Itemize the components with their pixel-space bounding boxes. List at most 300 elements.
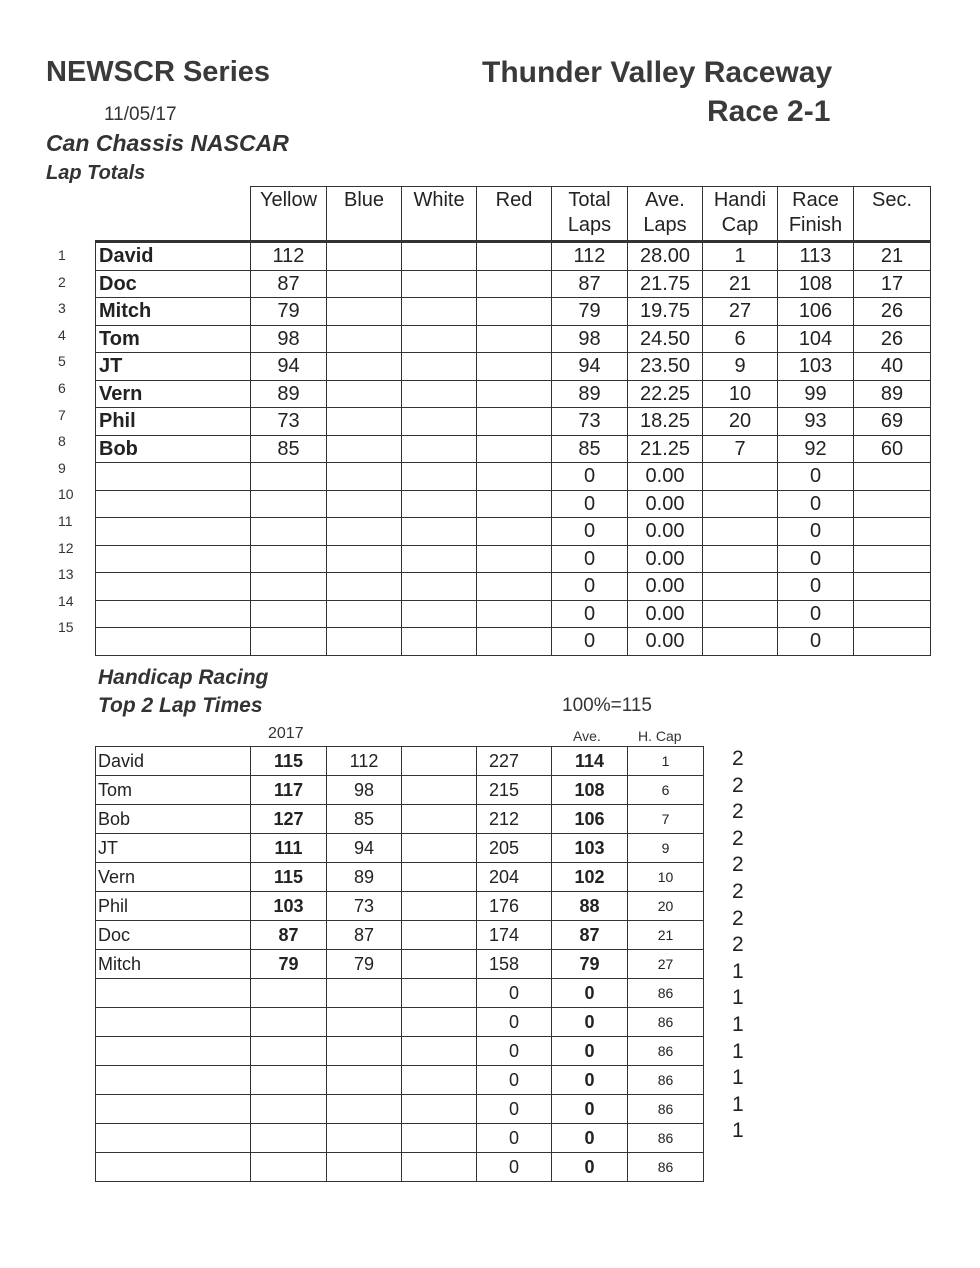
percent-label: 100%=115 <box>562 695 652 716</box>
cell-red <box>477 573 552 601</box>
cell-current: 85 <box>327 805 402 834</box>
cell-red <box>477 242 552 271</box>
lap-count: 1 <box>732 1119 744 1143</box>
cell-best <box>251 1095 327 1124</box>
cell-name <box>96 1095 251 1124</box>
lap-count: 2 <box>732 747 744 770</box>
lap-totals-row <box>96 490 931 518</box>
row-number: 9 <box>58 459 66 476</box>
cell-current: 79 <box>327 950 402 979</box>
cell-ave: 19.75 <box>628 298 703 326</box>
handicap-row <box>96 1124 704 1153</box>
column-header-line2: Laps <box>643 214 687 236</box>
venue-title: Thunder Valley Raceway <box>482 56 833 89</box>
cell-best: 115 <box>251 863 327 892</box>
cell-total: 0 <box>552 463 628 491</box>
cell-handicap <box>703 518 778 546</box>
cell-blank <box>402 892 477 921</box>
cell-sec: 60 <box>854 435 931 463</box>
cell-yellow: 79 <box>251 298 327 326</box>
lap-count: 2 <box>732 906 744 930</box>
cell-sec <box>854 490 931 518</box>
cell-hcap: 86 <box>628 1095 704 1124</box>
cell-white <box>402 298 477 326</box>
handicap-row <box>96 1037 704 1066</box>
cell-finish: 0 <box>778 600 854 628</box>
cell-finish: 0 <box>778 490 854 518</box>
lap-count: 2 <box>732 879 744 903</box>
column-header-line2: Cap <box>721 214 759 236</box>
row-number: 15 <box>58 619 74 636</box>
cell-sec <box>854 545 931 573</box>
cell-total: 174 <box>477 921 552 950</box>
cell-total: 0 <box>552 545 628 573</box>
hcap-label: H. Cap <box>638 728 682 744</box>
cell-name <box>96 490 251 518</box>
cell-name: Bob <box>96 805 251 834</box>
cell-current <box>327 1008 402 1037</box>
cell-yellow <box>251 518 327 546</box>
cell-finish: 104 <box>778 325 854 353</box>
cell-ave: 0 <box>552 1066 628 1095</box>
cell-name <box>96 1066 251 1095</box>
lap-count: 1 <box>732 1066 744 1090</box>
handicap-row <box>96 1095 704 1124</box>
cell-hcap: 86 <box>628 1124 704 1153</box>
cell-ave: 0.00 <box>628 490 703 518</box>
header-blank-cell <box>96 187 251 242</box>
cell-total: 87 <box>552 270 628 298</box>
cell-blue <box>327 325 402 353</box>
lap-count: 1 <box>732 1012 744 1036</box>
cell-sec: 89 <box>854 380 931 408</box>
cell-ave: 106 <box>552 805 628 834</box>
cell-current <box>327 979 402 1008</box>
cell-total: 215 <box>477 776 552 805</box>
cell-total: 0 <box>477 1008 552 1037</box>
cell-yellow: 85 <box>251 435 327 463</box>
cell-blue <box>327 628 402 656</box>
cell-sec: 21 <box>854 242 931 271</box>
cell-total: 212 <box>477 805 552 834</box>
lap-totals-row <box>96 463 931 491</box>
row-number: 1 <box>58 247 66 263</box>
cell-total: 227 <box>477 747 552 776</box>
cell-current: 94 <box>327 834 402 863</box>
cell-name <box>96 979 251 1008</box>
cell-best: 111 <box>251 834 327 863</box>
cell-yellow <box>251 628 327 656</box>
cell-yellow <box>251 600 327 628</box>
cell-red <box>477 628 552 656</box>
cell-blue <box>327 380 402 408</box>
column-header-line1: White <box>413 189 465 211</box>
lap-count: 2 <box>732 933 744 957</box>
handicap-row <box>96 834 704 863</box>
handicap-row <box>96 747 704 776</box>
year-label: 2017 <box>268 725 304 742</box>
cell-current: 73 <box>327 892 402 921</box>
cell-hcap: 10 <box>628 863 704 892</box>
row-number-column <box>58 241 82 640</box>
lap-count: 1 <box>732 1092 744 1116</box>
column-header-line1: Sec. <box>871 189 913 211</box>
cell-sec: 40 <box>854 353 931 381</box>
cell-blank <box>402 834 477 863</box>
cell-ave: 0.00 <box>628 463 703 491</box>
cell-total: 0 <box>477 1066 552 1095</box>
cell-finish: 99 <box>778 380 854 408</box>
lap-count: 1 <box>732 959 744 983</box>
cell-ave: 0 <box>552 1095 628 1124</box>
cell-total: 0 <box>477 1095 552 1124</box>
cell-total: 0 <box>477 1037 552 1066</box>
lap-totals-header-row <box>96 187 931 242</box>
cell-yellow: 87 <box>251 270 327 298</box>
cell-sec <box>854 628 931 656</box>
cell-ave: 0 <box>552 1008 628 1037</box>
cell-sec <box>854 573 931 601</box>
cell-handicap <box>703 573 778 601</box>
race-date: 11/05/17 <box>104 104 177 125</box>
cell-white <box>402 242 477 271</box>
cell-red <box>477 380 552 408</box>
cell-current <box>327 1095 402 1124</box>
cell-current <box>327 1124 402 1153</box>
cell-hcap: 27 <box>628 950 704 979</box>
handicap-row <box>96 921 704 950</box>
cell-blue <box>327 435 402 463</box>
cell-white <box>402 325 477 353</box>
cell-best: 103 <box>251 892 327 921</box>
lap-totals-row <box>96 545 931 573</box>
cell-blank <box>402 1153 477 1182</box>
cell-current <box>327 1037 402 1066</box>
series-title: NEWSCR Series <box>46 56 271 88</box>
column-header-line1: Race <box>792 189 839 211</box>
row-number: 2 <box>58 273 66 290</box>
row-number: 11 <box>58 512 73 529</box>
cell-finish: 93 <box>778 408 854 436</box>
cell-ave: 0.00 <box>628 600 703 628</box>
cell-blank <box>402 1124 477 1153</box>
cell-blank <box>402 921 477 950</box>
cell-total: 0 <box>552 600 628 628</box>
row-number: 3 <box>58 300 66 317</box>
lap-count: 2 <box>732 773 744 797</box>
section-title-lap-totals: Lap Totals <box>46 162 146 184</box>
cell-sec: 69 <box>854 408 931 436</box>
cell-yellow <box>251 463 327 491</box>
cell-ave: 102 <box>552 863 628 892</box>
lap-totals-row <box>96 518 931 546</box>
cell-yellow: 98 <box>251 325 327 353</box>
cell-total: 176 <box>477 892 552 921</box>
cell-name: David <box>96 242 251 271</box>
handicap-table <box>95 746 704 1182</box>
lap-count: 1 <box>732 986 744 1010</box>
cell-name: Vern <box>96 380 251 408</box>
cell-white <box>402 545 477 573</box>
cell-red <box>477 600 552 628</box>
cell-white <box>402 380 477 408</box>
cell-blue <box>327 353 402 381</box>
cell-ave: 108 <box>552 776 628 805</box>
cell-red <box>477 518 552 546</box>
cell-handicap: 21 <box>703 270 778 298</box>
lap-totals-row <box>96 380 931 408</box>
lap-totals-row <box>96 628 931 656</box>
count-column <box>732 746 752 1145</box>
cell-handicap: 20 <box>703 408 778 436</box>
cell-total: 85 <box>552 435 628 463</box>
row-number: 8 <box>58 433 66 450</box>
cell-ave: 18.25 <box>628 408 703 436</box>
cell-total: 0 <box>477 1153 552 1182</box>
row-number: 10 <box>58 486 74 503</box>
cell-blue <box>327 408 402 436</box>
cell-name: Tom <box>96 776 251 805</box>
row-number: 7 <box>58 406 66 423</box>
cell-sec: 26 <box>854 325 931 353</box>
column-header-line1: Red <box>495 189 533 211</box>
cell-total: 0 <box>477 1124 552 1153</box>
cell-current <box>327 1066 402 1095</box>
cell-hcap: 86 <box>628 1153 704 1182</box>
cell-name: Mitch <box>96 950 251 979</box>
cell-current <box>327 1153 402 1182</box>
race-number: Race 2-1 <box>707 95 831 128</box>
cell-red <box>477 325 552 353</box>
cell-hcap: 86 <box>628 1066 704 1095</box>
cell-ave: 0 <box>552 1153 628 1182</box>
cell-blank <box>402 979 477 1008</box>
column-header <box>402 187 477 242</box>
cell-total: 0 <box>552 490 628 518</box>
lap-totals-table <box>95 186 931 656</box>
row-number: 13 <box>58 566 74 583</box>
cell-blank <box>402 1037 477 1066</box>
lap-count: 1 <box>732 1039 744 1063</box>
cell-hcap: 6 <box>628 776 704 805</box>
cell-hcap: 9 <box>628 834 704 863</box>
cell-handicap: 9 <box>703 353 778 381</box>
cell-hcap: 21 <box>628 921 704 950</box>
cell-blank <box>402 863 477 892</box>
column-header-line1: Yellow <box>259 189 318 211</box>
cell-white <box>402 518 477 546</box>
cell-hcap: 86 <box>628 979 704 1008</box>
handicap-row <box>96 805 704 834</box>
cell-red <box>477 270 552 298</box>
cell-total: 79 <box>552 298 628 326</box>
column-header <box>778 187 854 242</box>
cell-white <box>402 353 477 381</box>
cell-name: Phil <box>96 408 251 436</box>
cell-ave: 0.00 <box>628 545 703 573</box>
cell-total: 98 <box>552 325 628 353</box>
cell-ave: 0.00 <box>628 628 703 656</box>
class-name: Can Chassis NASCAR <box>46 130 289 156</box>
cell-red <box>477 435 552 463</box>
column-header <box>477 187 552 242</box>
cell-handicap <box>703 490 778 518</box>
lap-count: 2 <box>732 853 744 877</box>
row-number: 4 <box>58 326 66 343</box>
cell-white <box>402 600 477 628</box>
lap-totals-row <box>96 270 931 298</box>
cell-handicap <box>703 600 778 628</box>
cell-sec <box>854 463 931 491</box>
cell-blank <box>402 805 477 834</box>
cell-sec <box>854 518 931 546</box>
cell-name: David <box>96 747 251 776</box>
cell-ave: 0 <box>552 979 628 1008</box>
cell-yellow: 112 <box>251 242 327 271</box>
cell-ave: 0 <box>552 1037 628 1066</box>
cell-current: 98 <box>327 776 402 805</box>
column-header <box>251 187 327 242</box>
cell-best <box>251 1124 327 1153</box>
cell-total: 94 <box>552 353 628 381</box>
cell-yellow <box>251 545 327 573</box>
cell-finish: 0 <box>778 545 854 573</box>
cell-ave: 0 <box>552 1124 628 1153</box>
cell-name <box>96 1153 251 1182</box>
column-header-line1: Handi <box>713 189 767 211</box>
cell-blank <box>402 1095 477 1124</box>
cell-handicap: 6 <box>703 325 778 353</box>
cell-best <box>251 1037 327 1066</box>
cell-ave: 87 <box>552 921 628 950</box>
cell-name <box>96 1124 251 1153</box>
cell-ave: 0.00 <box>628 518 703 546</box>
cell-best: 117 <box>251 776 327 805</box>
cell-red <box>477 298 552 326</box>
cell-yellow: 89 <box>251 380 327 408</box>
cell-finish: 106 <box>778 298 854 326</box>
handicap-row <box>96 950 704 979</box>
cell-hcap: 1 <box>628 747 704 776</box>
cell-red <box>477 353 552 381</box>
column-header <box>552 187 628 242</box>
cell-ave: 114 <box>552 747 628 776</box>
cell-total: 0 <box>552 628 628 656</box>
cell-total: 0 <box>552 518 628 546</box>
cell-name <box>96 573 251 601</box>
lap-count: 2 <box>732 800 744 824</box>
cell-yellow <box>251 490 327 518</box>
cell-name <box>96 1037 251 1066</box>
lap-totals-row <box>96 600 931 628</box>
cell-white <box>402 408 477 436</box>
cell-total: 0 <box>552 573 628 601</box>
column-header <box>854 187 931 242</box>
cell-best: 79 <box>251 950 327 979</box>
cell-name <box>96 600 251 628</box>
handicap-title: Handicap Racing <box>98 666 269 689</box>
cell-blue <box>327 490 402 518</box>
handicap-row <box>96 863 704 892</box>
handicap-row <box>96 1153 704 1182</box>
cell-best <box>251 1066 327 1095</box>
lap-totals-row <box>96 353 931 381</box>
cell-ave: 21.25 <box>628 435 703 463</box>
cell-name: JT <box>96 834 251 863</box>
row-number: 14 <box>58 592 74 609</box>
cell-best: 115 <box>251 747 327 776</box>
cell-total: 73 <box>552 408 628 436</box>
cell-handicap: 7 <box>703 435 778 463</box>
cell-best <box>251 1008 327 1037</box>
cell-best <box>251 979 327 1008</box>
cell-name <box>96 463 251 491</box>
row-number: 12 <box>58 539 74 556</box>
cell-name <box>96 628 251 656</box>
cell-blue <box>327 298 402 326</box>
cell-total: 158 <box>477 950 552 979</box>
cell-ave: 21.75 <box>628 270 703 298</box>
cell-finish: 0 <box>778 463 854 491</box>
cell-name: Tom <box>96 325 251 353</box>
cell-name <box>96 518 251 546</box>
cell-handicap <box>703 628 778 656</box>
lap-totals-row <box>96 242 931 271</box>
cell-hcap: 7 <box>628 805 704 834</box>
cell-ave: 103 <box>552 834 628 863</box>
cell-hcap: 20 <box>628 892 704 921</box>
cell-blank <box>402 776 477 805</box>
handicap-row <box>96 892 704 921</box>
cell-ave: 22.25 <box>628 380 703 408</box>
column-header <box>327 187 402 242</box>
column-header <box>703 187 778 242</box>
cell-blue <box>327 600 402 628</box>
cell-ave: 24.50 <box>628 325 703 353</box>
cell-finish: 0 <box>778 518 854 546</box>
column-header-line1: Total <box>568 189 611 211</box>
cell-white <box>402 270 477 298</box>
row-number: 6 <box>58 379 66 396</box>
cell-best: 87 <box>251 921 327 950</box>
lap-totals-row <box>96 325 931 353</box>
cell-blue <box>327 518 402 546</box>
column-header-line1: Ave. <box>645 189 685 211</box>
lap-totals-row <box>96 408 931 436</box>
cell-finish: 108 <box>778 270 854 298</box>
cell-finish: 0 <box>778 628 854 656</box>
handicap-subtitle: Top 2 Lap Times <box>98 694 263 717</box>
cell-total: 0 <box>477 979 552 1008</box>
cell-ave: 23.50 <box>628 353 703 381</box>
cell-sec <box>854 600 931 628</box>
cell-white <box>402 628 477 656</box>
cell-handicap: 1 <box>703 242 778 271</box>
cell-white <box>402 573 477 601</box>
cell-best <box>251 1153 327 1182</box>
cell-name: Vern <box>96 863 251 892</box>
cell-ave: 28.00 <box>628 242 703 271</box>
column-header-line2: Laps <box>567 214 612 236</box>
cell-ave: 0.00 <box>628 573 703 601</box>
handicap-row <box>96 979 704 1008</box>
cell-white <box>402 435 477 463</box>
cell-name: Bob <box>96 435 251 463</box>
cell-handicap <box>703 545 778 573</box>
cell-current: 112 <box>327 747 402 776</box>
cell-best: 127 <box>251 805 327 834</box>
cell-finish: 92 <box>778 435 854 463</box>
